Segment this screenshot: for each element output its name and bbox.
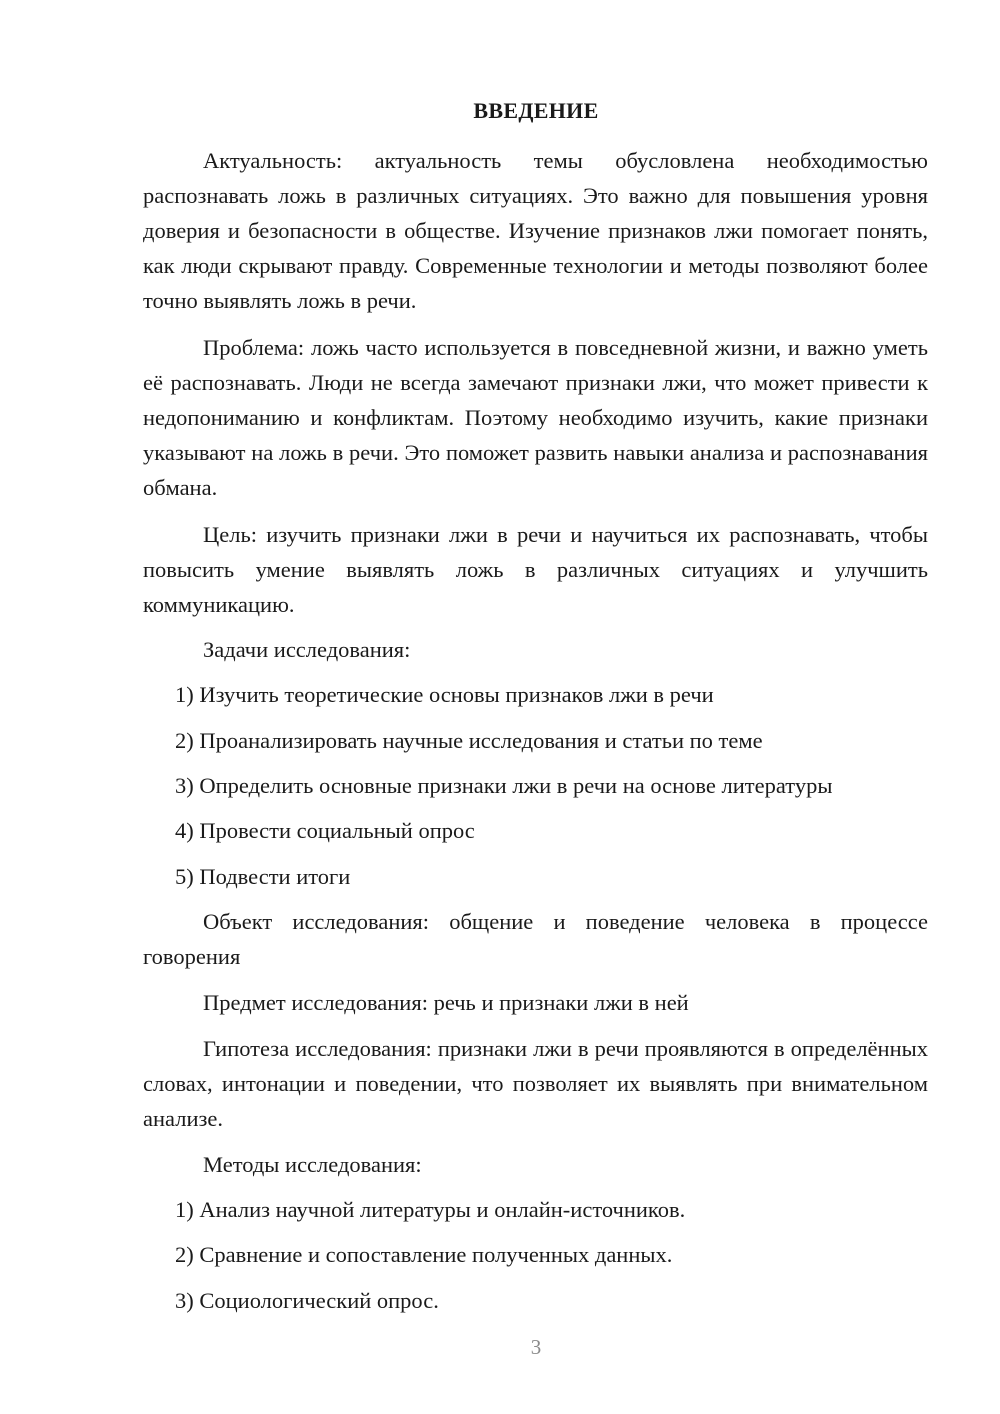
page-title: ВВЕДЕНИЕ	[473, 98, 599, 123]
paragraph-goal: Цель: изучить признаки лжи в речи и научиться их распознавать, чтобы повысить умение выявлять ложь в различных ситуациях и улучшить коммуникацию.	[143, 522, 928, 617]
method-item: 2) Сравнение и сопоставление полученных данных.	[175, 1242, 673, 1267]
task-item: 3) Определить основные признаки лжи в речи на основе литературы	[175, 773, 833, 798]
task-item: 2) Проанализировать научные исследования и статьи по теме	[175, 728, 763, 753]
paragraph-problem: Проблема: ложь часто используется в повседневной жизни, и важно уметь её распознавать. Люди не всегда замечают признаки лжи, что может привести к недопониманию и конфликтам. Поэтому необходимо изучить, какие признаки указывают на ложь в речи. Это поможет развить навыки анализа и распознавания обмана.	[143, 335, 928, 500]
tasks-label: Задачи исследования:	[203, 637, 411, 662]
methods-label: Методы исследования:	[203, 1152, 422, 1177]
method-item: 3) Социологический опрос.	[175, 1288, 439, 1313]
paragraph-subject: Предмет исследования: речь и признаки лжи в ней	[203, 990, 689, 1015]
page-number: 3	[530, 1335, 542, 1359]
paragraph-relevance: Актуальность: актуальность темы обусловлена необходимостью распознавать ложь в различных ситуациях. Это важно для повышения уровня доверия и безопасности в обществе. Изучение признаков лжи помогает понять, как люди скрывают правду. Современные технологии и методы позволяют более точно выявлять ложь в речи.	[143, 148, 928, 313]
task-item: 5) Подвести итоги	[175, 864, 351, 889]
task-item: 1) Изучить теоретические основы признаков лжи в речи	[175, 682, 714, 707]
paragraph-hypothesis: Гипотеза исследования: признаки лжи в речи проявляются в определённых словах, интонации и поведении, что позволяет их выявлять при внимательном анализе.	[143, 1036, 928, 1131]
method-item: 1) Анализ научной литературы и онлайн-источников.	[175, 1197, 686, 1222]
paragraph-object: Объект исследования: общение и поведение человека в процессе говорения	[143, 909, 928, 969]
task-item: 4) Провести социальный опрос	[175, 818, 475, 843]
